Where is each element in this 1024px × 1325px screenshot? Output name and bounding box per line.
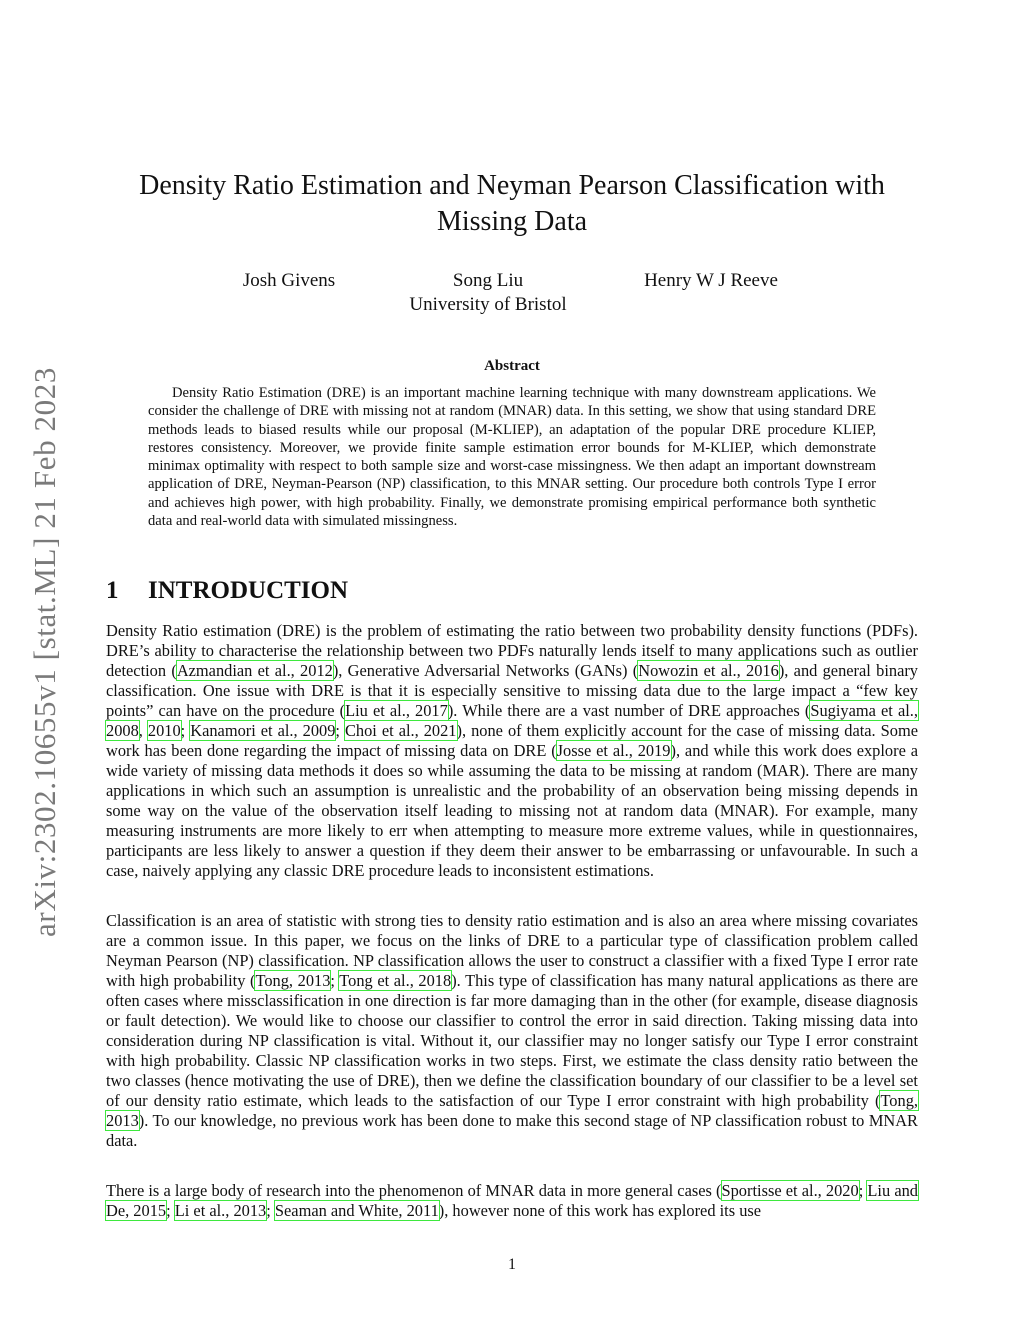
author-song-liu: Song Liu [452, 270, 524, 291]
citation-link[interactable]: Sugiyama et al., 2008 [106, 701, 918, 740]
arxiv-sidebar [22, 345, 68, 960]
section-heading [106, 577, 348, 605]
affiliation: University of Bristol [409, 294, 567, 315]
citation-link[interactable]: Josse et al., 2019 [556, 741, 671, 760]
section-title: INTRODUCTION [148, 577, 349, 604]
page-number: 1 [508, 1256, 516, 1273]
citation-link[interactable]: Choi et al., 2021 [344, 721, 457, 740]
intro-paragraph-1: Density Ratio estimation (DRE) is the problem of estimating the ratio between two probability density functions (PDFs). DRE’s ability to characterise the relationship between two PDFs naturally lends itself to many applications such as outlier detection (Azmandian et al., 2012), Generative Adversarial Networks (GANs) (Nowozin et al., 2016), and general binary classification. One issue with DRE is that it is especially sensitive to missing data due to the large impact a “few key points” can have on the procedure (Liu et al., 2017). While there are a vast number of DRE approaches (Sugiyama et al., 2008, 2010; Kanamori et al., 2009; Choi et al., 2021), none of them explicitly account for the case of missing data. Some work has been done regarding the impact of missing data on DRE (Josse et al., 2019), and while this work does explore a wide variety of missing data methods it does so while assuming the data to be missing at random (MAR). There are many applications in which such an assumption is unrealistic and the probability of an observation being missing depends in some way on the value of the observation itself leading to missing not at random data (MNAR). For example, many measuring instruments are more likely to err when attempting to measure more extreme values, while in questionnaires, participants are less likely to answer a question if they deem their answer to be embarrassing or unfavourable. In such a case, naively applying any classic DRE procedure leads to inconsistent estimations. [106, 621, 918, 880]
citation-link[interactable]: Li et al., 2013 [174, 1201, 267, 1220]
section-number: 1 [106, 577, 119, 604]
citation-link[interactable]: Liu et al., 2017 [345, 701, 448, 720]
citation-link[interactable]: Kanamori et al., 2009 [190, 721, 336, 740]
intro-paragraph-2: Classification is an area of statistic with strong ties to density ratio estimation and is also an area where missing covariates are a common issue. In this paper, we focus on the links of DRE to a particular type of classification problem called Neyman Pearson (NP) classification. NP classification allows the user to construct a classifier with a fixed Type I error rate with high probability (Tong, 2013; Tong et al., 2018). This type of classification has many natural applications as there are often cases where missclassification in one direction is far more damaging than in the other (for example, disease diagnosis or fault detection). We would like to choose our classifier to control the error in said direction. Taking missing data into consideration during NP classification is vital. Without it, our classifier may no longer satisfy our Type I error constraint with high probability. Classic NP classification works in two steps. First, we estimate the class density ratio between the two classes (hence motivating the use of DRE), then we define the classification boundary of our classifier to be a level set of our density ratio estimate, which leads to the satisfaction of our Type I error constraint with high probability (Tong, 2013). To our knowledge, no previous work has been done to make this second stage of NP classification robust to MNAR data. [106, 911, 918, 1150]
author-henry-reeve: Henry W J Reeve [644, 270, 778, 291]
abstract-heading: Abstract [484, 358, 540, 374]
citation-link[interactable]: Liu and De, 2015 [106, 1181, 918, 1220]
citation-link[interactable]: 2010 [147, 721, 181, 740]
citation-link[interactable]: Azmandian et al., 2012 [176, 661, 333, 680]
author-josh-givens: Josh Givens [242, 270, 336, 291]
citation-link[interactable]: Tong, 2013 [255, 971, 331, 990]
citation-link[interactable]: Seaman and White, 2011 [274, 1201, 439, 1220]
citation-link[interactable]: Nowozin et al., 2016 [638, 661, 779, 680]
arxiv-identifier[interactable]: arXiv:2302.10655v1 [stat.ML] 21 Feb 2023 [27, 367, 62, 937]
citation-link[interactable]: Sportisse et al., 2020 [721, 1181, 859, 1200]
intro-paragraph-3: There is a large body of research into the phenomenon of MNAR data in more general cases (Sportisse et al., 2020; Liu and De, 2015; Li et al., 2013; Seaman and White, 2011), however none of this work has explored its use [106, 1181, 918, 1220]
citation-link[interactable]: Tong et al., 2018 [339, 971, 452, 990]
abstract-text: Density Ratio Estimation (DRE) is an important machine learning technique with many downstream applications. We consider the challenge of DRE with missing not at random (MNAR) data. In this setting, we show that using standard DRE methods leads to biased results while our proposal (M-KLIEP), an adaptation of the popular DRE procedure KLIEP, restores consistency. Moreover, we provide finite sample estimation error bounds for M-KLIEP, which demonstrate minimax optimality with respect to both sample size and worst-case missingness. We then adapt an important downstream application of DRE, Neyman-Pearson (NP) classification, to this MNAR setting. Our procedure both controls Type I error and achieves high power, with high probability. Finally, we demonstrate promising empirical performance both synthetic data and real-world data with simulated missingness. [148, 385, 876, 530]
citation-link[interactable]: Tong, 2013 [106, 1091, 918, 1130]
paper-title: Density Ratio Estimation and Neyman Pearson Classification with Missing Data [139, 170, 885, 237]
